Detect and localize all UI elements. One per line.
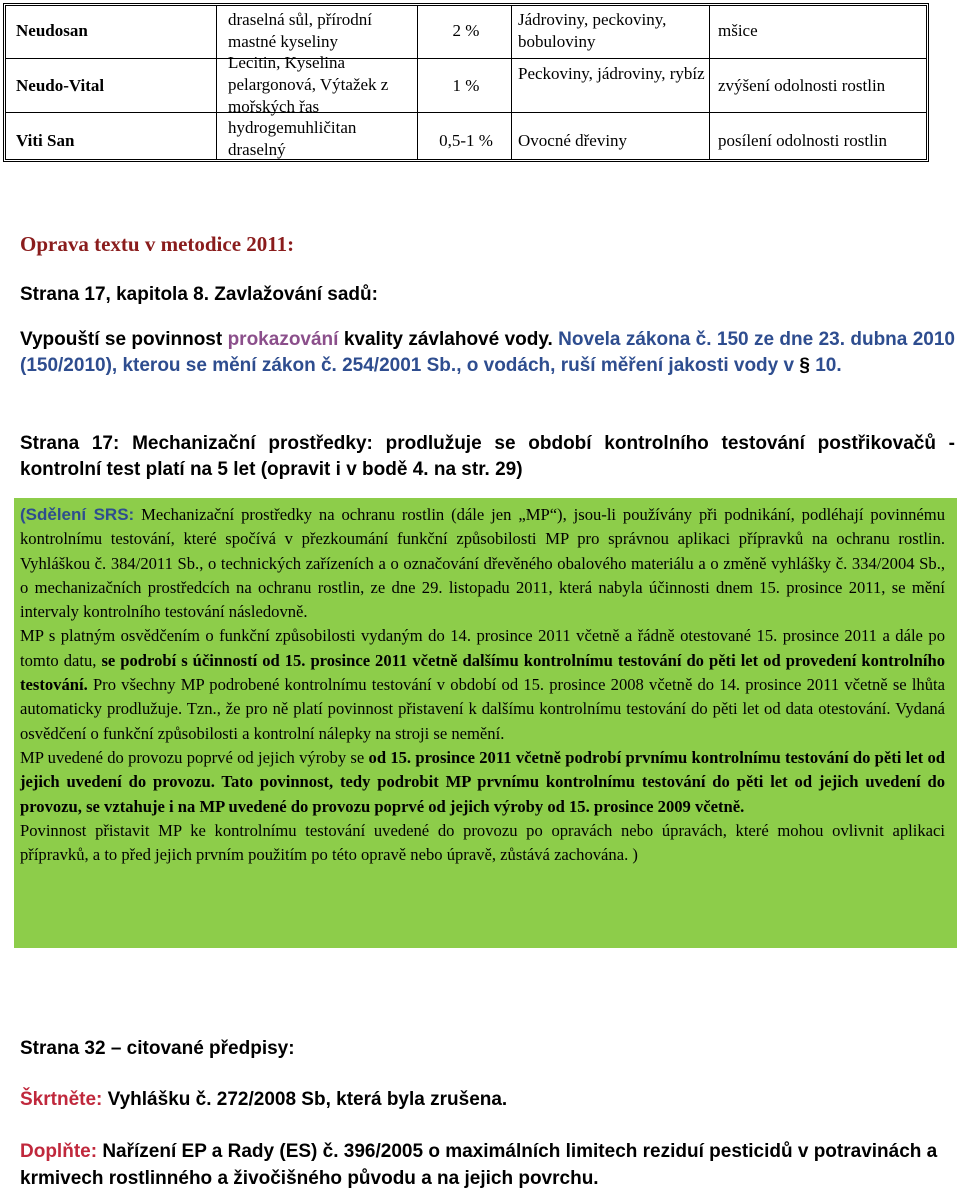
table-cell-product: Neudo-Vital: [16, 76, 105, 95]
text-run: Novela zákona č. 150 ze dne 23. dubna 2010 (150/2010), kterou se mění zákon č. 254/2001 Sb.: [20, 329, 956, 376]
table-cell-substance: Lecitin, Kyselina pelargonová, Výtažek z mořských řas: [228, 53, 389, 116]
table-divider: [216, 6, 217, 159]
table-cell-crops: Ovocné dřeviny: [518, 131, 628, 150]
table-divider: [6, 58, 926, 59]
section-title: Strana 17, kapitola 8. Zavlažování sadů:: [20, 284, 378, 305]
table-divider: [417, 6, 418, 159]
text-run: MP uvedené do provozu poprvé od jejich výroby se: [20, 747, 369, 767]
table-cell-target: mšice: [718, 21, 758, 40]
table-cell-crops: Jádroviny, peckoviny, bobuloviny: [518, 10, 667, 51]
table-cell-substance: hydrogemuhličitan draselný: [228, 118, 357, 159]
text-run: se podrobí s účinností od 15. prosince 2011 včetně dalšímu kontrolnímu testování do pěti let od provedení kontrolního testování.: [20, 650, 945, 695]
table-cell-crops: Peckoviny, jádroviny, rybíz: [518, 64, 705, 83]
text-run: Vyhlášku č. 272/2008 Sb, která byla zrušena.: [102, 1089, 508, 1110]
table-cell-concentration: 2 %: [452, 21, 480, 40]
table-cell-concentration: 1 %: [452, 76, 480, 95]
srs-lead: (Sdělení SRS:: [20, 505, 135, 524]
text-run: Škrtněte:: [20, 1089, 103, 1110]
table-cell-target: zvýšení odolnosti rostlin: [718, 76, 886, 95]
text-run: §: [799, 355, 810, 376]
products-table: [3, 3, 929, 162]
text-run: Vypouští se povinnost: [20, 329, 228, 350]
table-cell-target: posílení odolnosti rostlin: [718, 131, 888, 150]
table-cell-product: Neudosan: [16, 21, 88, 40]
text-run: , o vodách, ruší měření jakosti vody v: [456, 355, 800, 376]
text-run: prokazování: [227, 329, 339, 350]
srs-notice: [20, 503, 945, 867]
text-run: MP s platným osvědčením o funkční způsobilosti vydaným do 14. prosince 2011 včetně a řádně otestované 15. prosince 2011 a dále po tomto datu,: [20, 626, 945, 670]
table-divider: [511, 6, 512, 159]
text-run: Povinnost přistavit MP ke kontrolnímu testování uvedené do provozu po opravách nebo úpravách, které mohou ovlivnit aplikaci přípravků, a to před jejich prvním použitím po této opravě nebo úpravě, zůstává zachována. ): [20, 820, 945, 865]
paragraph-add: [20, 1138, 955, 1192]
section-title: Strana 32 – citované předpisy:: [20, 1038, 295, 1059]
table-cell-product: Viti San: [16, 131, 75, 150]
text-run: kvality závlahové vody.: [338, 329, 559, 350]
text-run: 10.: [809, 355, 842, 376]
text-run: Mechanizační prostředky na ochranu rostlin (dále jen „MP“), jsou-li používány při podnikání, podléhají povinnému kontrolnímu testování, které spočívá v přezkoumání funkční způsobilosti MP pro správnou aplikaci přípravků na ochranu rostlin. Vyhláškou č. 384/2011 Sb., o technických zařízeních a o označování dřevěného obalového materiálu a o změně vyhlášky č. 334/2004 Sb., o mechanizačních prostředcích na ochranu rostlin, ze dne 29. listopadu 2011, která nabyla účinnosti dnem 15. prosince 2011, se mění intervaly kontrolního testování následovně.: [20, 505, 945, 622]
paragraph-strike: [20, 1089, 955, 1111]
section-heading: Oprava textu v metodice 2011:: [20, 232, 295, 256]
text-run: Pro všechny MP podrobené kontrolnímu testování v období od 15. prosince 2008 včetně do 14. prosince 2011 včetně se lhůta automaticky prodlužuje. Tzn., že pro ně platí povinnost přistavení k dalšímu kontrolnímu testování do pěti let od data otestování. Vydaná osvědčení o funkční způsobilosti a kontrolní nálepky na stroji se nemění.: [20, 675, 945, 743]
table-cell-concentration: 0,5-1 %: [439, 131, 493, 150]
table-divider: [709, 6, 710, 159]
table-divider: [6, 112, 926, 113]
paragraph-irrigation: [20, 327, 955, 379]
text-run: Nařízení EP a Rady (ES) č. 396/2005 o maximálních limitech reziduí pesticidů v potravinách a krmivech rostlinného a živočišného původu a na jejich povrchu.: [20, 1141, 938, 1189]
paragraph-mechanization: Strana 17: Mechanizační prostředky: prodlužuje se období kontrolního testování postřikovačů - kontrolní test platí na 5 let (opravit i v bodě 4. na str. 29): [20, 433, 955, 480]
text-run: od 15. prosince 2011 včetně podrobí prvnímu kontrolnímu testování do pěti let od jejich uvedení do provozu. Tato povinnost, tedy podrobit MP prvnímu kontrolnímu testování do pěti let od jejich uvedení do provozu, se vztahuje i na MP uvedené do provozu poprvé od jejich výroby od 15. prosince 2009 včetně.: [20, 747, 945, 816]
table-cell-substance: draselná sůl, přírodní mastné kyseliny: [228, 10, 372, 51]
text-run: Doplňte:: [20, 1141, 98, 1162]
